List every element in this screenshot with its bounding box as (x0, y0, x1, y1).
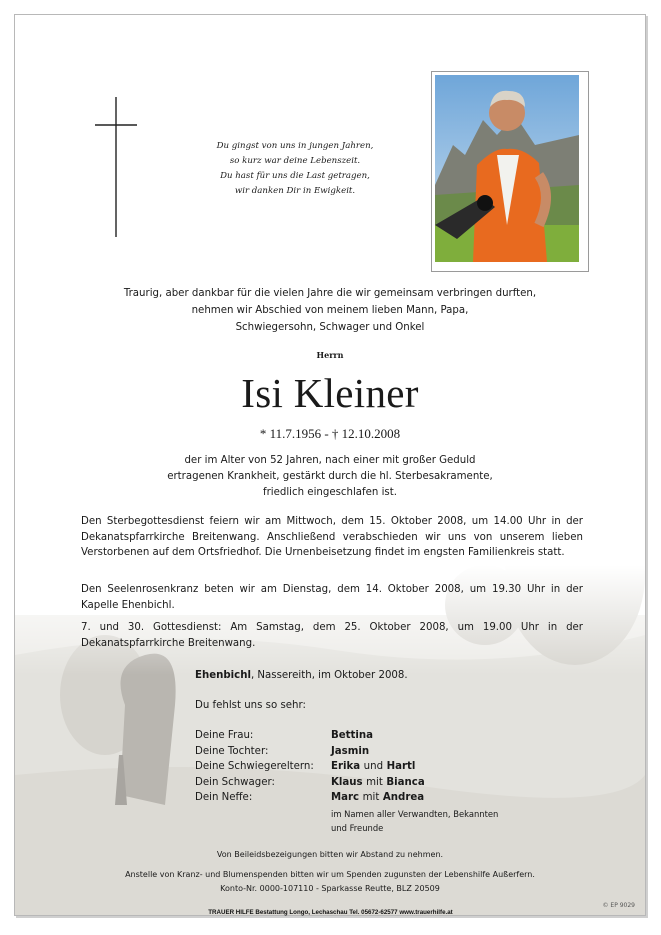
intro-line: Schwiegersohn, Schwager und Onkel (235, 322, 425, 333)
poem-line: wir danken Dir in Ewigkeit. (234, 186, 356, 196)
poem (195, 139, 395, 199)
family-names: Klaus mit Bianca (331, 776, 425, 788)
funeral-home-footer: TRAUER HILFE Bestattung Longo, Lechaschau Tel. 05672-62577 www.trauerhilfe.at (208, 909, 453, 916)
intro-line: Traurig, aber dankbar für die vielen Jahre die wir gemeinsam verbringen durften, (123, 288, 537, 299)
family-names: Jasmin (331, 745, 370, 757)
place-town: Ehenbichl (195, 670, 251, 681)
place-rest: , Nassereith, im Oktober 2008. (250, 670, 408, 681)
poem-line: Du gingst von uns in jungen Jahren, (216, 141, 374, 151)
age-line: ertragenen Krankheit, gestärkt durch die hl. Sterbesakramente, (167, 471, 493, 482)
age-text (105, 453, 555, 501)
others-note: im Namen aller Verwandten, Bekannten und Freunde (331, 809, 499, 833)
bank-account-line: Konto-Nr. 0000-107110 - Sparkasse Reutte, BLZ 20509 (220, 884, 440, 893)
family-relation: Dein Schwager: (195, 776, 275, 788)
family-list (195, 728, 425, 806)
place-date (195, 670, 408, 681)
memorial-service-paragraph: 7. und 30. Gottesdienst: Am Samstag, dem 25. Oktober 2008, um 19.00 Uhr in der Dekanatspfarrkirche Breitenwang. (81, 622, 583, 649)
card-code: © EP 9029 (602, 902, 635, 909)
donation-line: Anstelle von Kranz- und Blumenspenden bitten wir um Spenden zugunsten der Lebenshilfe Außerfern. (125, 870, 535, 879)
family-names: Marc mit Andrea (331, 792, 425, 803)
portrait-photo (431, 71, 589, 272)
family-relation: Deine Frau: (195, 730, 254, 741)
family-relation: Deine Schwiegereltern: (195, 761, 314, 772)
intro-text (75, 285, 585, 336)
family-row (195, 744, 425, 760)
deceased-name: Isi Kleiner (241, 370, 419, 416)
honorific: Herrn (316, 350, 344, 360)
family-names: Erika und Hartl (331, 761, 416, 772)
donation-note (15, 868, 645, 896)
rosary-paragraph: Den Seelenrosenkranz beten wir am Dienstag, dem 14. Oktober 2008, um 19.30 Uhr in der Kapelle Ehenbichl. (81, 584, 583, 611)
family-row (195, 775, 425, 791)
portrait-image (435, 75, 579, 262)
miss-line: Du fehlst uns so sehr: (195, 700, 306, 711)
poem-line: so kurz war deine Lebenszeit. (229, 156, 361, 166)
condolence-note: Von Beileidsbezeigungen bitten wir Abstand zu nehmen. (216, 850, 444, 859)
family-relation: Deine Tochter: (195, 745, 269, 757)
poem-line: Du hast für uns die Last getragen, (220, 171, 370, 181)
funeral-service-paragraph: Den Sterbegottesdienst feiern wir am Mittwoch, dem 15. Oktober 2008, um 14.00 Uhr in der Dekanatspfarrkirche Breitenwang. Anschließend verabschieden wir uns von unserem lieben Verstorbenen auf dem Ortsfriedhof. Die Urnenbeisetzung findet im engsten Familienkreis statt. (81, 516, 583, 558)
life-dates: * 11.7.1956 - † 12.10.2008 (259, 426, 401, 441)
intro-line: nehmen wir Abschied von meinem lieben Mann, Papa, (191, 305, 469, 316)
family-row (195, 728, 425, 744)
family-row (195, 759, 425, 775)
cross-icon (95, 97, 137, 237)
age-line: friedlich eingeschlafen ist. (263, 487, 397, 498)
family-names: Bettina (331, 730, 374, 741)
family-relation: Dein Neffe: (195, 792, 253, 803)
age-line: der im Alter von 52 Jahren, nach einer mit großer Geduld (184, 455, 476, 466)
family-row (195, 790, 425, 806)
obituary-card (14, 14, 646, 916)
